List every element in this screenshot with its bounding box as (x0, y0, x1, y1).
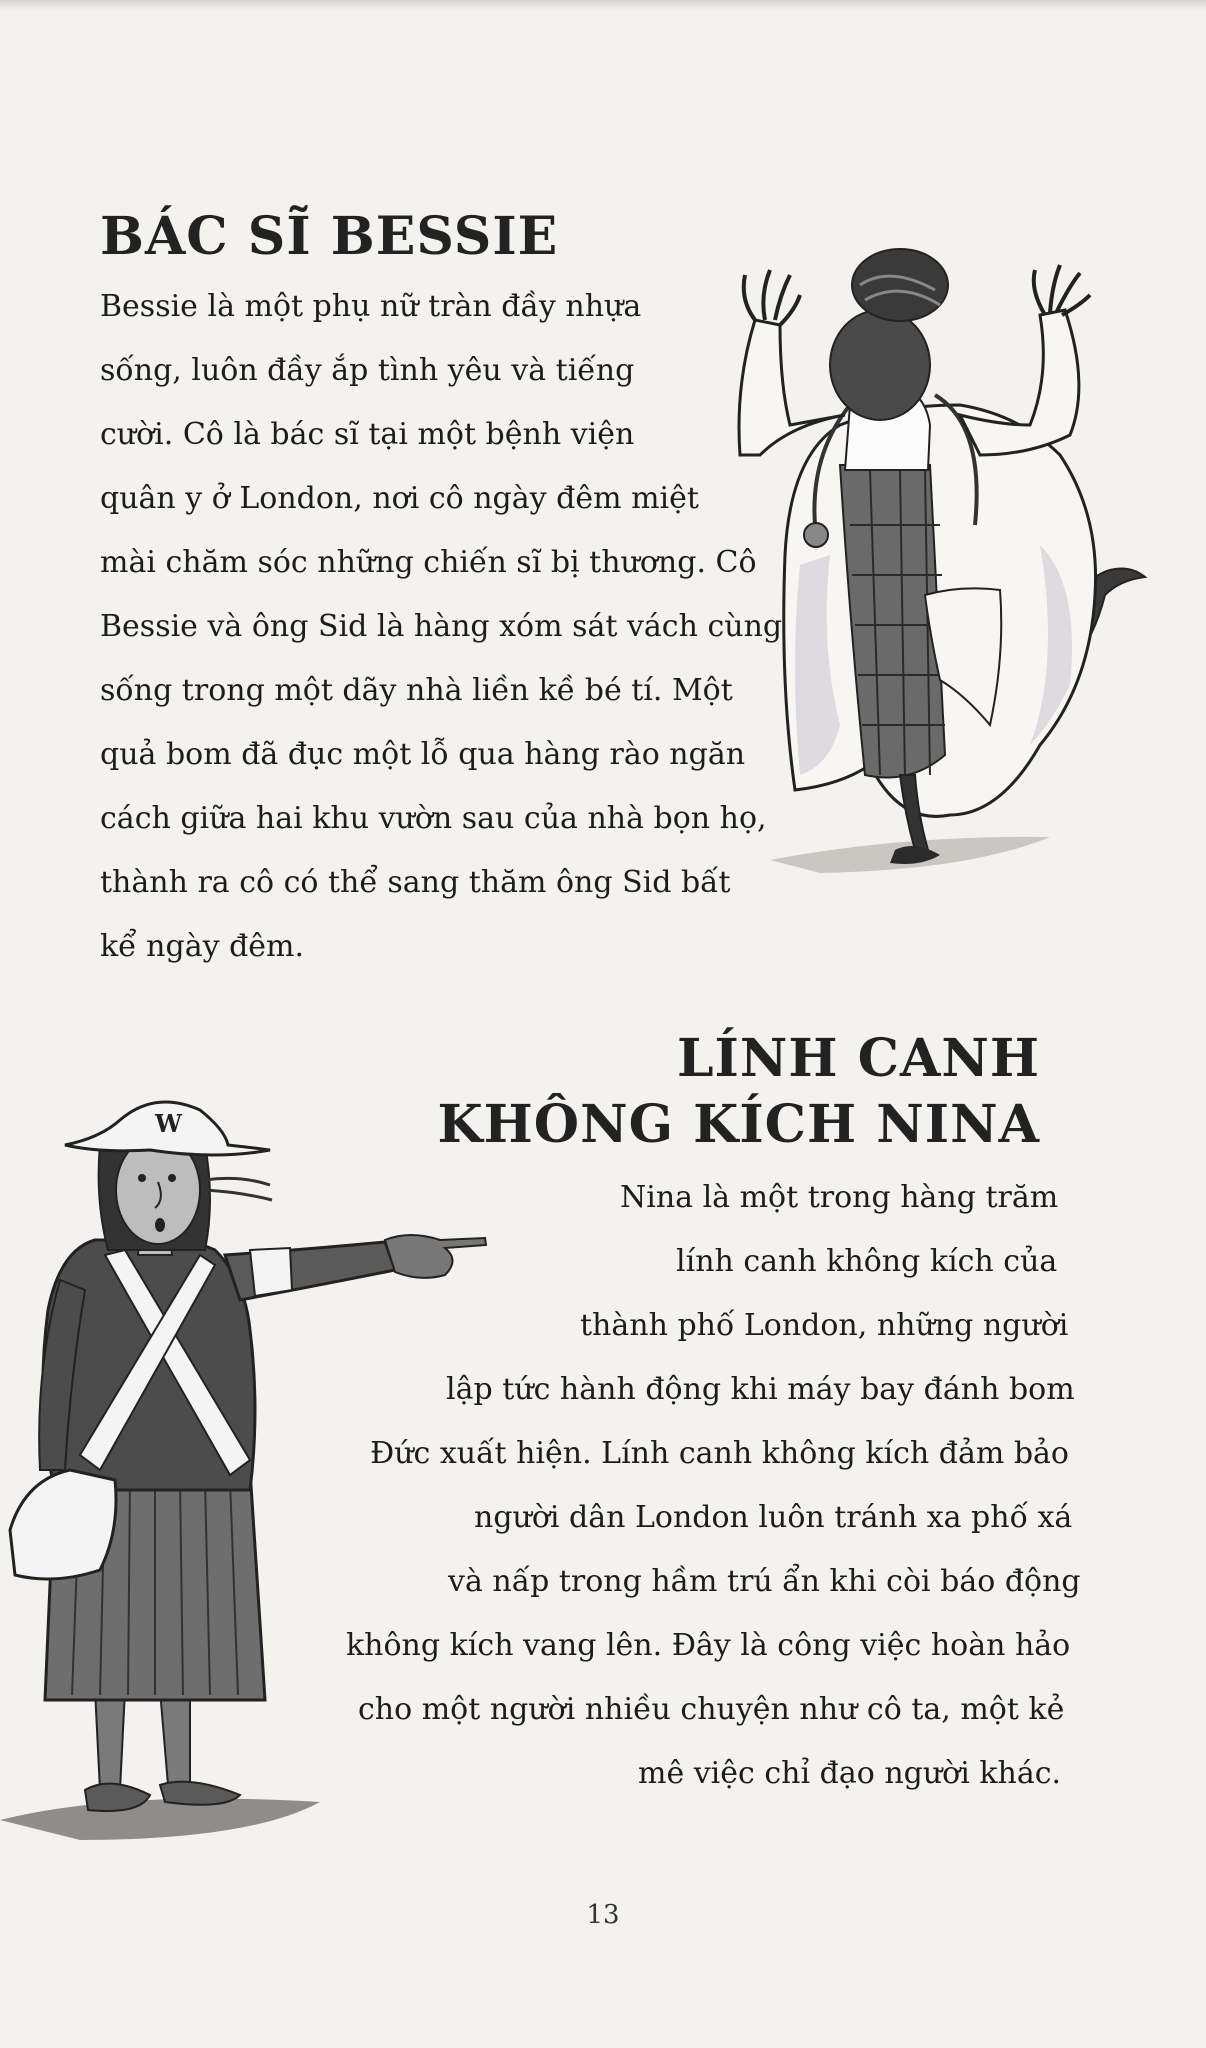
nina-line: không kích vang lên. Đây là công việc hoàn hảo (346, 1628, 1071, 1663)
doctor-bessie-illustration (700, 125, 1160, 905)
bessie-section-title: BÁC SĨ BESSIE (100, 206, 559, 267)
bessie-line: kể ngày đêm. (100, 929, 305, 964)
nina-line: thành phố London, những người (580, 1308, 1069, 1343)
nina-line: lính canh không kích của (676, 1244, 1058, 1279)
eye (138, 1174, 146, 1182)
nina-line: Nina là một trong hàng trăm (620, 1180, 1059, 1215)
bessie-line: cười. Cô là bác sĩ tại một bệnh viện (100, 417, 635, 452)
leg (160, 1690, 190, 1785)
hair-strands (205, 1178, 272, 1200)
head (830, 310, 930, 420)
nina-line: mê việc chỉ đạo người khác. (638, 1756, 1062, 1791)
right-hand (1034, 265, 1090, 315)
nina-title-line-2: KHÔNG KÍCH NINA (437, 1094, 1040, 1155)
mouth (155, 1218, 165, 1232)
nina-line: lập tức hành động khi máy bay đánh bom (446, 1372, 1075, 1407)
page-edge-shadow (0, 0, 1206, 10)
warden-nina-illustration (0, 1050, 500, 1850)
shoe (160, 1782, 240, 1805)
bessie-line: sống trong một dãy nhà liền kề bé tí. Một (100, 673, 733, 708)
eye (168, 1174, 176, 1182)
bessie-line: quân y ở London, nơi cô ngày đêm miệt (100, 481, 699, 516)
nina-line: Đức xuất hiện. Lính canh không kích đảm bảo (370, 1436, 1069, 1471)
bessie-line: Bessie và ông Sid là hàng xóm sát vách cùng (100, 609, 783, 644)
nina-title-line-1: LÍNH CANH (676, 1028, 1040, 1089)
ground-shadow (0, 1799, 320, 1840)
armband (250, 1248, 292, 1296)
page-number: 13 (586, 1900, 620, 1930)
satchel-bag (10, 1470, 116, 1579)
bessie-line: sống, luôn đầy ắp tình yêu và tiếng (100, 353, 635, 388)
bessie-line: quả bom đã đục một lỗ qua hàng rào ngăn (100, 737, 746, 772)
bessie-line: Bessie là một phụ nữ tràn đầy nhựa (100, 289, 642, 324)
leg (95, 1690, 125, 1790)
stethoscope-chestpiece (804, 523, 828, 547)
pointing-hand (385, 1235, 486, 1278)
right-arm-sleeve (960, 310, 1079, 455)
nina-line: cho một người nhiều chuyện như cô ta, một kẻ (358, 1692, 1065, 1727)
left-hand (744, 270, 800, 325)
bessie-line: mài chăm sóc những chiến sĩ bị thương. Cô (100, 545, 757, 580)
nina-line: và nấp trong hầm trú ẩn khi còi báo động (448, 1564, 1081, 1599)
hair-bun (852, 249, 948, 321)
bessie-line: cách giữa hai khu vườn sau của nhà bọn họ, (100, 801, 767, 836)
helmet-letter: W (155, 1109, 182, 1138)
bessie-line: thành ra cô có thể sang thăm ông Sid bất (100, 865, 731, 900)
nina-line: người dân London luôn tránh xa phố xá (474, 1500, 1073, 1535)
